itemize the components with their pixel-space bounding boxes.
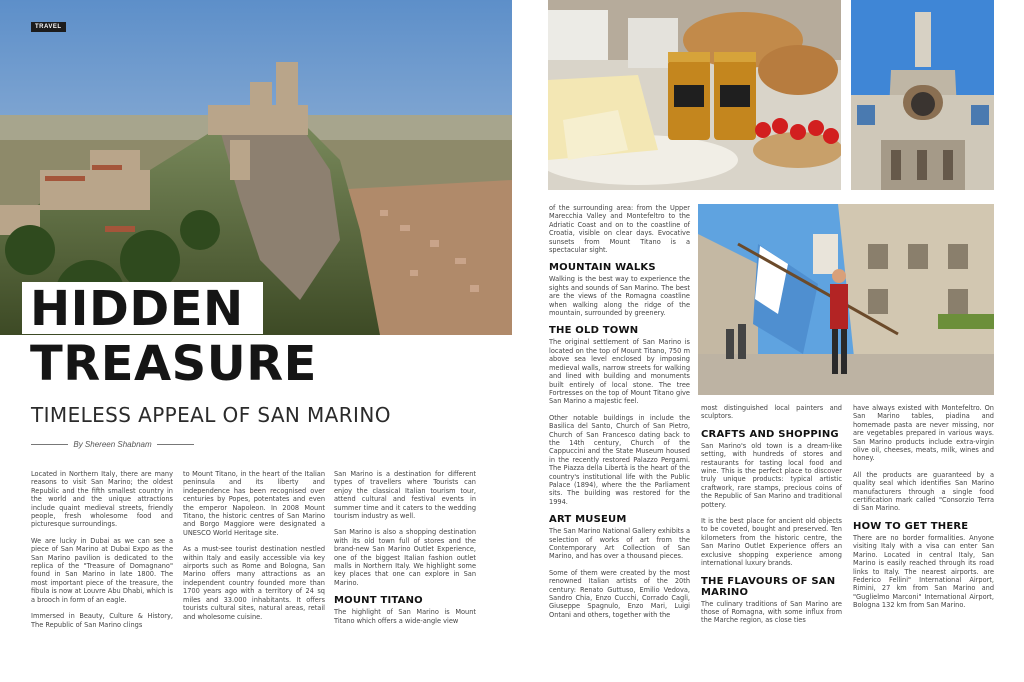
section-heading: MOUNTAIN WALKS xyxy=(549,262,656,274)
section-heading: THE OLD TOWN xyxy=(549,325,639,337)
body-paragraph: The San Marino National Gallery exhibits a selection of works of art from the Contemporary Art Collection of San Marino, and has over a thousand pieces. xyxy=(549,527,690,561)
section-heading: THE FLAVOURS OF SAN MARINO xyxy=(701,575,836,598)
body-paragraph: San Marino is a destination for different types of travellers where Tourists can enjoy the classical Italian tourism tour, attend cultural and festival events in summer time and it caters to the wedding tourism industry as well. xyxy=(334,470,476,521)
headline-line-1: HIDDEN xyxy=(30,281,244,337)
body-paragraph: The highlight of San Marino is Mount Titano which offers a wide-angle view xyxy=(334,608,476,625)
body-paragraph: San Marino is also a shopping destination with its old town full of stores and the brand-new San Marino Outlet Experience, one of the biggest Italian fashion outlet malls in Northern Italy. We highlight some key places that one can explore in San Marino. xyxy=(334,528,476,587)
body-paragraph: It is the best place for ancient old objects to be coveted, bought and preserved. Ten kilometers from the historic centre, the San Marino Outlet Experience offers an exclusive shopping experience among international luxury brands. xyxy=(701,517,842,568)
body-paragraph: There are no border formalities. Anyone visiting Italy with a visa can enter San Marino. Located in central Italy, San Marino is easily reached through its road links to Italy. The nearest airports. are Federico Fellini" International Airport, Rimini, 27 km from San Marino and "Guglielmo Marconi" International Airport, Bologna 132 km from San Marino. xyxy=(853,533,994,610)
body-paragraph: All the products are guaranteed by a quality seal which identifies San Marino manufacturers through a single food certification mark called "Consorzio Terra di San Marino. xyxy=(853,470,994,513)
article-column-4 xyxy=(549,204,690,627)
body-paragraph: As a must-see tourist destination nestled within Italy and easily accessible via key airports such as Rome and Bologna, San Marino offers many attractions as an independent country founded more than 1700 years ago with a territory of 24 sq miles and 33.000 inhabitants. It offers tourists cultural sites, natural areas, retail and wholesome cuisine. xyxy=(183,545,325,621)
section-heading: HOW TO GET THERE xyxy=(853,520,969,532)
body-paragraph: Immersed in Beauty, Culture & History, The Republic of San Marino clings xyxy=(31,612,173,629)
body-paragraph: have always existed with Montefeltro. On San Marino tables, piadina and homemade pasta are never missing, nor are vegetables prepared in various ways. San Marino products include extra-virgin olive oil, cheeses, meats, milk, wines and honey. xyxy=(853,404,994,463)
byline xyxy=(31,440,194,449)
article-column-6 xyxy=(853,404,994,618)
body-paragraph: The original settlement of San Marino is located on the top of Mount Titano, 750 m above sea level enclosed by imposing medieval walls, narrow streets for walking and lined with building and monuments built entirely of local stone. The tree Fortresses on the top of Mount Titano give San Marino a majestic feel. xyxy=(549,338,690,406)
body-paragraph: Other notable buildings in include the Basilica del Santo, Church of San Pietro, Church of San Francesco dating back to the 14th century, Church of the Cappuccini and the State Museum housed in the recently restored Palazzo Pergami. The Piazza della Libertà is the heart of the country's institutional life with the Public Palace (1894), where the the Parliament sits. The building was restored for the 1994. xyxy=(549,413,690,506)
body-paragraph: The culinary traditions of San Marino are those of Romagna, with some influx from the Marche region, as close ties xyxy=(701,599,842,625)
body-paragraph: most distinguished local painters and sculptors. xyxy=(701,404,842,421)
article-column-3 xyxy=(334,470,476,633)
body-paragraph: Some of them were created by the most renowned Italian artists of the 20th century: Renato Guttuso, Emilio Vedova, Sandro Chia, Enzo Cucchi, Corrado Cagli, Giuseppe Spagnulo, Enzo Mari, Luigi Ontani and others, together with the xyxy=(549,568,690,619)
building-photo xyxy=(851,0,994,190)
byline-rule-right xyxy=(157,444,194,445)
section-tag: TRAVEL xyxy=(31,22,66,32)
body-paragraph: Walking is the best way to experience the sights and sounds of San Marino. The best are the views of the Romagna coastline when walking along the ridge of the mountain, surrounded by greenery. xyxy=(549,275,690,318)
byline-text: By Shereen Shabnam xyxy=(73,440,152,449)
section-heading: ART MUSEUM xyxy=(549,514,627,526)
byline-rule-left xyxy=(31,444,68,445)
headline-line-2: TREASURE xyxy=(30,336,317,392)
section-heading: MOUNT TITANO xyxy=(334,595,423,607)
body-paragraph: to Mount Titano, in the heart of the Italian peninsula and its liberty and independence has been recognised over centuries by Popes, potentates and even the emperor Napoleon. In 2008 Mount Titano, the historic centres of San Marino and Borgo Maggiore were designated a UNESCO World Heritage site. xyxy=(183,470,325,537)
food-photo xyxy=(548,0,841,190)
article-column-5 xyxy=(701,404,842,633)
article-column-1 xyxy=(31,470,173,637)
body-paragraph: of the surrounding area: from the Upper Marecchia Valley and Montefeltro to the Adriatic Coast and on to the coastline of Croatia, visible on clear days. Evocative sunsets from Mount Titano is a spectacular sight. xyxy=(549,204,690,255)
body-paragraph: San Marino's old town is a dream-like setting, with hundreds of stores and restaurants for tasting local food and wine. This is the perfect place to discover truly unique products: typical artistic craftwork, rare stamps, precious coins of the Republic of San Marino and traditional pottery. xyxy=(701,441,842,509)
parade-photo xyxy=(698,204,994,395)
article-column-2 xyxy=(183,470,325,629)
body-paragraph: Located in Northern Italy, there are many reasons to visit San Marino; the oldest Republic and the fifth smallest country in the world and the unique attractions include quaint medieval streets, friendly people, fresh wholesome food and picturesque surroundings. xyxy=(31,470,173,529)
body-paragraph: We are lucky in Dubai as we can see a piece of San Marino at Dubai Expo as the San Marino pavilion is dedicated to the replica of the "Treasure of Domagnano" found in San Marino in late 1800. The most important piece of the treasure, the fibula is now at Louvre Abu Dhabi, which is a brooch in form of an eagle. xyxy=(31,536,173,604)
subtitle: TIMELESS APPEAL OF SAN MARINO xyxy=(31,403,391,427)
section-heading: CRAFTS AND SHOPPING xyxy=(701,428,839,440)
